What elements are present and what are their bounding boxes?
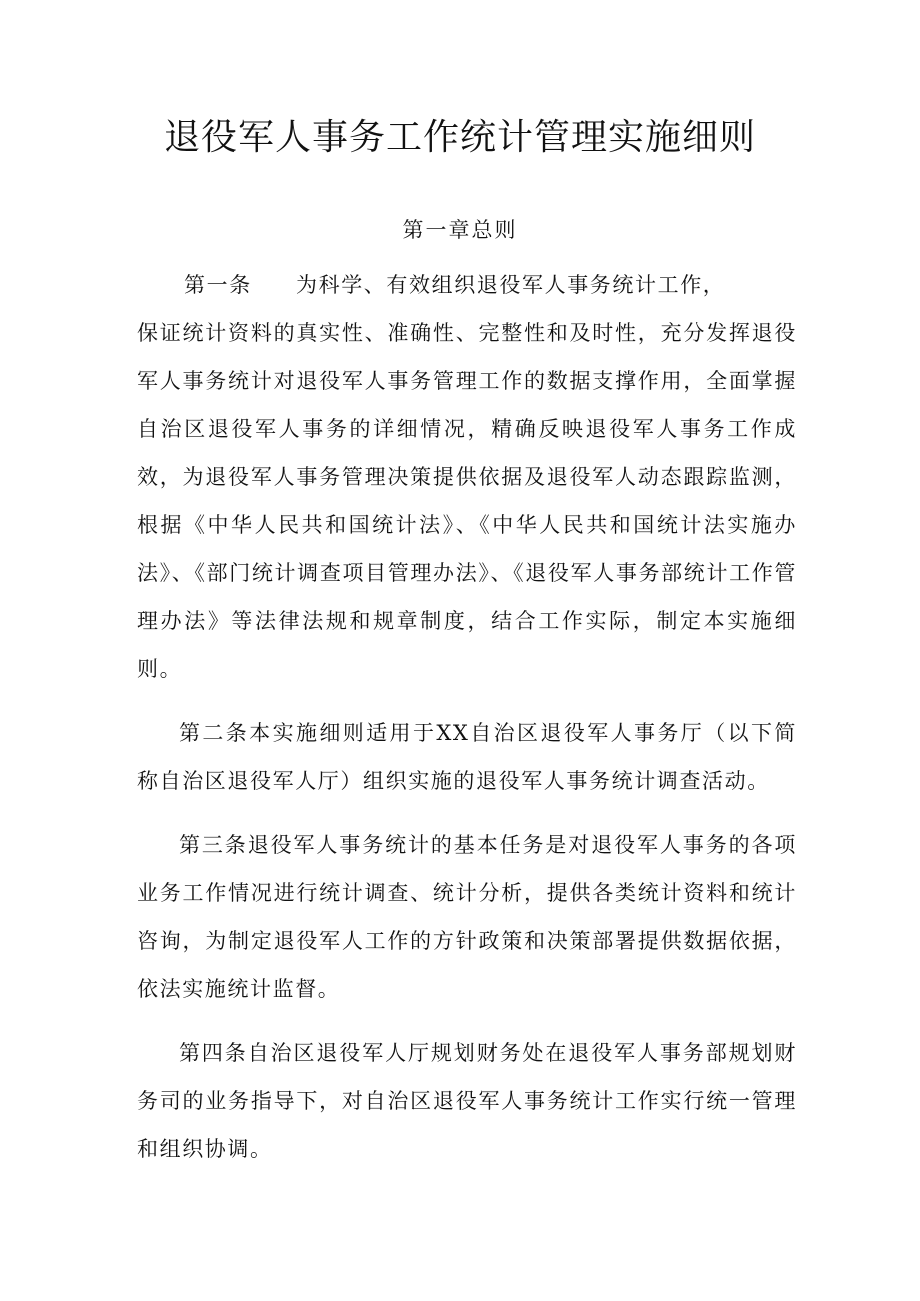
document-body [137,261,797,1189]
document-title: 退役军人事务工作统计管理实施细则 [163,117,756,158]
article-1 [137,261,797,693]
article-1-heading-line [137,261,797,309]
article-1-lead: 为科学、有效组织退役军人事务统计工作， [296,273,726,297]
article-1-number: 第一条 [184,273,252,297]
article-2: 第二条本实施细则适用于XX自治区退役军人事务厅（以下简称自治区退役军人厅）组织实施的退役军人事务统计调查活动。 [137,721,797,793]
article-4: 第四条自治区退役军人厅规划财务处在退役军人事务部规划财务司的业务指导下，对自治区退役军人事务统计工作实行统一管理和组织协调。 [137,1041,797,1161]
chapter-heading: 第一章总则 [402,218,518,242]
article-3: 第三条退役军人事务统计的基本任务是对退役军人事务的各项业务工作情况进行统计调查、统计分析，提供各类统计资料和统计咨询，为制定退役军人工作的方针政策和决策部署提供数据依据，依法实施统计监督。 [137,833,797,1001]
article-1-body: 保证统计资料的真实性、准确性、完整性和及时性，充分发挥退役军人事务统计对退役军人事务管理工作的数据支撑作用，全面掌握自治区退役军人事务的详细情况，精确反映退役军人事务工作成效，为退役军人事务管理决策提供依据及退役军人动态跟踪监测，根据《中华人民共和国统计法》、《中华人民共和国统计法实施办法》、《部门统计调查项目管理办法》、《退役军人事务部统计工作管理办法》等法律法规和规章制度，结合工作实际，制定本实施细则。 [137,321,797,681]
